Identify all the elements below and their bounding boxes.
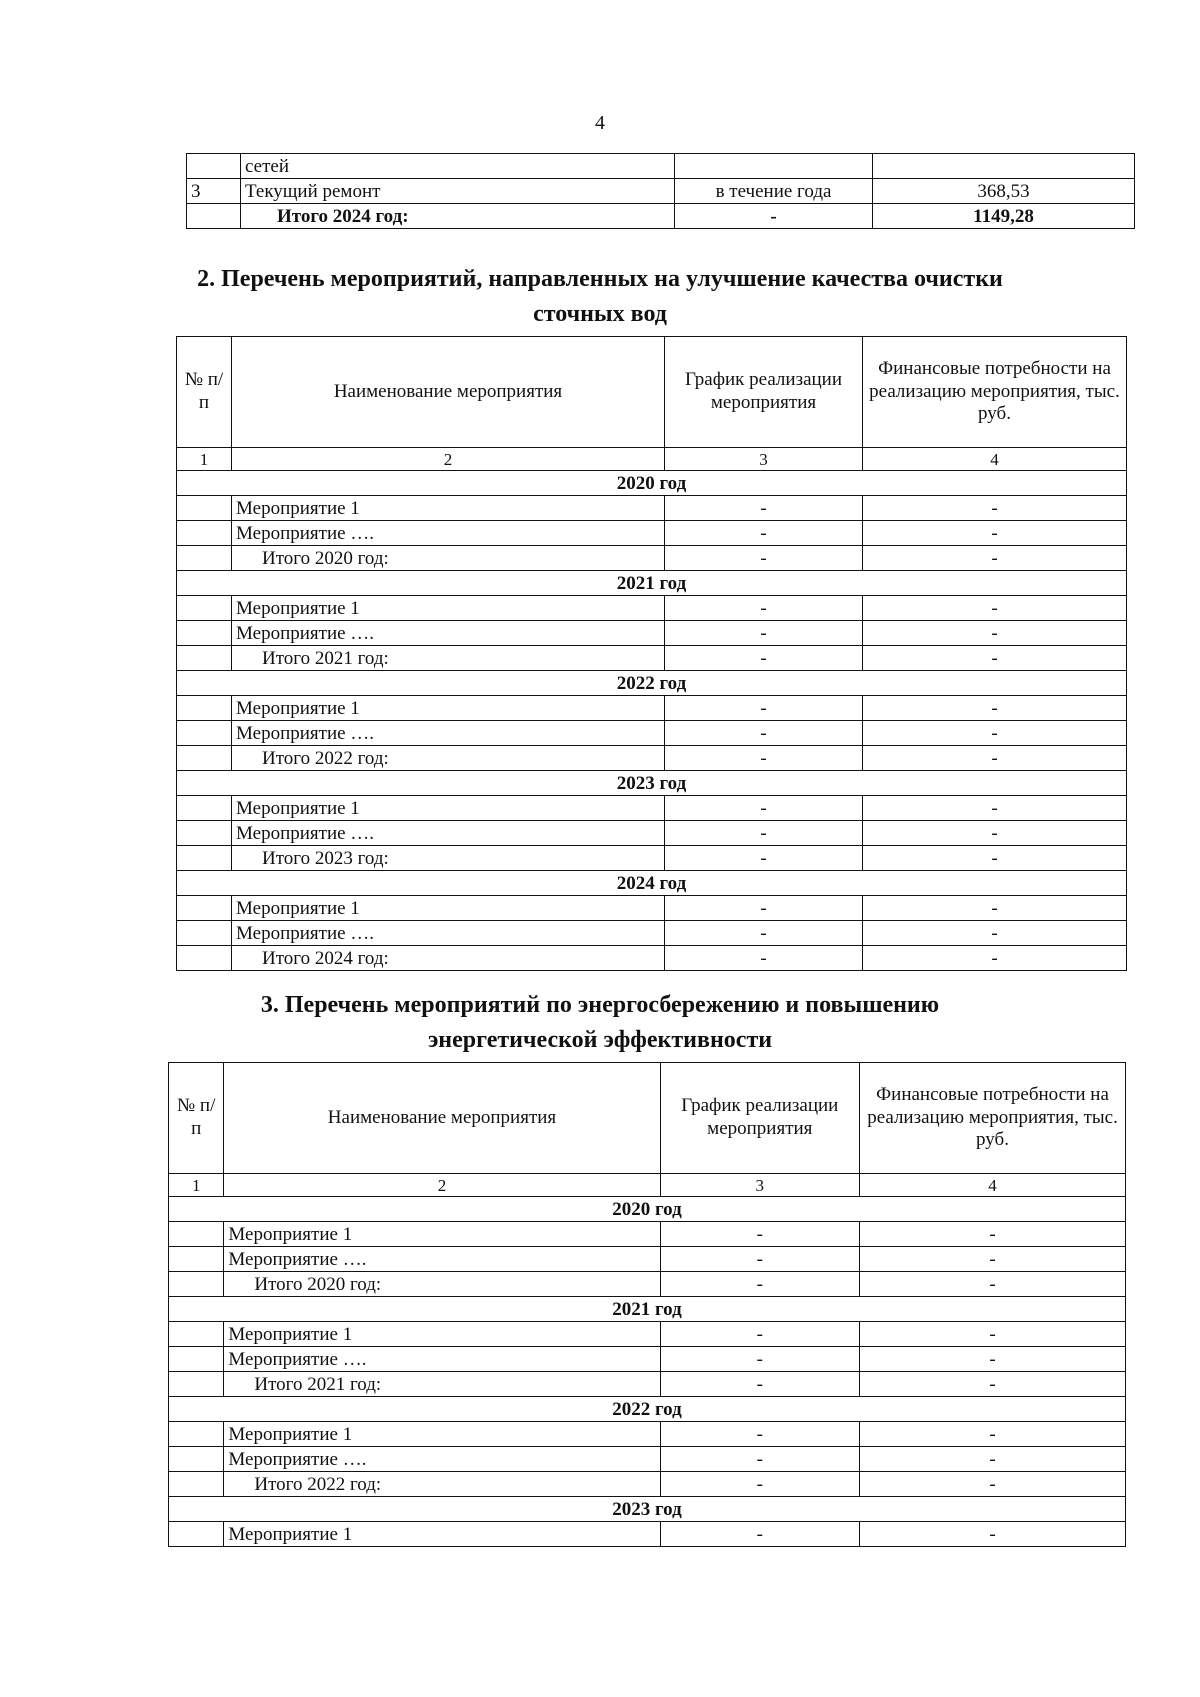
- table-row: [187, 179, 1135, 204]
- row-schedule: -: [660, 1447, 859, 1472]
- table-row: [169, 1372, 1126, 1397]
- row-schedule: -: [665, 746, 863, 771]
- table-row: [177, 746, 1127, 771]
- row-cost: -: [860, 1222, 1126, 1247]
- row-num: [187, 154, 241, 179]
- total-label: Итого 2021 год:: [232, 646, 665, 671]
- row-schedule: -: [660, 1422, 859, 1447]
- row-cost: 368,53: [873, 179, 1135, 204]
- row-cost: -: [863, 621, 1127, 646]
- table-row: [169, 1322, 1126, 1347]
- row-num: [169, 1247, 224, 1272]
- row-name: Мероприятие 1: [232, 496, 665, 521]
- row-cost: -: [863, 896, 1127, 921]
- row-num: [177, 621, 232, 646]
- total-label: Итого 2020 год:: [224, 1272, 660, 1297]
- row-num: [169, 1222, 224, 1247]
- row-num: [169, 1422, 224, 1447]
- table-row: [177, 546, 1127, 571]
- total-label: Итого 2024 год:: [232, 946, 665, 971]
- year-label: 2024 год: [177, 871, 1127, 896]
- row-schedule: -: [665, 596, 863, 621]
- row-name: Мероприятие 1: [232, 596, 665, 621]
- row-schedule: -: [665, 621, 863, 646]
- table-row: [169, 1347, 1126, 1372]
- row-cost: -: [863, 646, 1127, 671]
- row-num: [169, 1522, 224, 1547]
- row-name: Мероприятие ….: [232, 521, 665, 546]
- row-cost: -: [863, 521, 1127, 546]
- table-row: [177, 896, 1127, 921]
- row-num: [169, 1472, 224, 1497]
- section2-title-line1: 2. Перечень мероприятий, направленных на улучшение качества очистки: [197, 266, 1003, 292]
- row-cost: -: [863, 921, 1127, 946]
- table-row: [187, 154, 1135, 179]
- table-row: [177, 621, 1127, 646]
- row-num: [177, 521, 232, 546]
- row-name: Мероприятие ….: [232, 821, 665, 846]
- table-row: [169, 1422, 1126, 1447]
- year-label: 2020 год: [169, 1197, 1126, 1222]
- row-schedule: -: [665, 721, 863, 746]
- row-schedule: -: [660, 1522, 859, 1547]
- row-schedule: -: [665, 921, 863, 946]
- table-row: [169, 1272, 1126, 1297]
- row-num: [169, 1347, 224, 1372]
- row-name: Мероприятие ….: [224, 1347, 660, 1372]
- row-name: Мероприятие 1: [224, 1222, 660, 1247]
- table-row: [177, 496, 1127, 521]
- header-row: [177, 337, 1127, 448]
- total-schedule: -: [675, 204, 873, 229]
- row-cost: -: [863, 721, 1127, 746]
- section2-title-line2: сточных вод: [533, 301, 667, 327]
- row-cost: -: [860, 1247, 1126, 1272]
- row-schedule: -: [660, 1247, 859, 1272]
- section2-title: [0, 262, 1200, 332]
- table-row: [177, 596, 1127, 621]
- row-schedule: -: [665, 796, 863, 821]
- row-schedule: -: [660, 1272, 859, 1297]
- row-num: [187, 204, 241, 229]
- column-number: 4: [860, 1174, 1126, 1197]
- year-row: [177, 571, 1127, 596]
- row-schedule: -: [665, 946, 863, 971]
- total-label: Итого 2024 год:: [241, 204, 675, 229]
- row-num: [169, 1447, 224, 1472]
- row-cost: -: [863, 821, 1127, 846]
- row-schedule: -: [660, 1347, 859, 1372]
- row-schedule: -: [660, 1372, 859, 1397]
- header-cost: Финансовые потребности на реализацию мероприятия, тыс. руб.: [860, 1063, 1126, 1174]
- header-num: № п/п: [177, 337, 232, 448]
- row-schedule: -: [665, 821, 863, 846]
- row-num: [169, 1322, 224, 1347]
- table-row: [177, 946, 1127, 971]
- year-label: 2021 год: [169, 1297, 1126, 1322]
- header-name: Наименование мероприятия: [224, 1063, 660, 1174]
- year-row: [177, 671, 1127, 696]
- row-num: [177, 496, 232, 521]
- row-name: Мероприятие 1: [232, 796, 665, 821]
- row-name: Мероприятие ….: [224, 1247, 660, 1272]
- row-name: Мероприятие ….: [232, 921, 665, 946]
- row-name: Мероприятие 1: [224, 1322, 660, 1347]
- total-cost: 1149,28: [873, 204, 1135, 229]
- row-cost: -: [863, 546, 1127, 571]
- column-number: 2: [232, 448, 665, 471]
- total-label: Итого 2020 год:: [232, 546, 665, 571]
- row-name: сетей: [241, 154, 675, 179]
- row-cost: -: [860, 1372, 1126, 1397]
- row-name: Текущий ремонт: [241, 179, 675, 204]
- row-num: [169, 1372, 224, 1397]
- table-row: [169, 1472, 1126, 1497]
- row-name: Мероприятие 1: [224, 1422, 660, 1447]
- total-label: Итого 2021 год:: [224, 1372, 660, 1397]
- page-number: 4: [595, 112, 605, 134]
- header-name: Наименование мероприятия: [232, 337, 665, 448]
- row-num: [177, 546, 232, 571]
- column-number: 1: [177, 448, 232, 471]
- row-cost: -: [863, 796, 1127, 821]
- row-cost: -: [863, 596, 1127, 621]
- row-schedule: -: [665, 896, 863, 921]
- total-row: [187, 204, 1135, 229]
- row-cost: -: [860, 1422, 1126, 1447]
- year-row: [169, 1397, 1126, 1422]
- year-label: 2023 год: [169, 1497, 1126, 1522]
- column-number: 3: [665, 448, 863, 471]
- row-num: [177, 921, 232, 946]
- year-row: [169, 1197, 1126, 1222]
- table-row: [177, 846, 1127, 871]
- header-row: [169, 1063, 1126, 1174]
- table-row: [169, 1222, 1126, 1247]
- total-label: Итого 2022 год:: [224, 1472, 660, 1497]
- row-num: [177, 846, 232, 871]
- section3-title-line2: энергетической эффективности: [427, 1027, 773, 1053]
- row-cost: -: [860, 1272, 1126, 1297]
- row-schedule: -: [665, 696, 863, 721]
- row-schedule: -: [665, 646, 863, 671]
- row-cost: -: [863, 946, 1127, 971]
- row-schedule: [675, 154, 873, 179]
- table-row: [177, 646, 1127, 671]
- section3-table: [168, 1062, 1126, 1547]
- row-cost: -: [860, 1347, 1126, 1372]
- row-cost: -: [860, 1522, 1126, 1547]
- year-label: 2020 год: [177, 471, 1127, 496]
- year-row: [169, 1297, 1126, 1322]
- year-label: 2023 год: [177, 771, 1127, 796]
- row-cost: -: [860, 1322, 1126, 1347]
- row-name: Мероприятие 1: [232, 696, 665, 721]
- row-schedule: в течение года: [675, 179, 873, 204]
- year-row: [177, 871, 1127, 896]
- table-row: [169, 1447, 1126, 1472]
- table-row: [177, 721, 1127, 746]
- row-num: [177, 896, 232, 921]
- section3-title-line1: 3. Перечень мероприятий по энергосбережению и повышению: [260, 992, 940, 1018]
- row-name: Мероприятие ….: [224, 1447, 660, 1472]
- row-num: [177, 746, 232, 771]
- column-number: 2: [224, 1174, 660, 1197]
- section3-title: [0, 988, 1200, 1058]
- row-num: [177, 696, 232, 721]
- row-num: [177, 721, 232, 746]
- row-num: [169, 1272, 224, 1297]
- row-schedule: -: [665, 521, 863, 546]
- row-schedule: -: [665, 846, 863, 871]
- row-schedule: -: [660, 1222, 859, 1247]
- year-row: [177, 771, 1127, 796]
- row-num: [177, 596, 232, 621]
- top-table: [186, 153, 1135, 229]
- row-name: Мероприятие ….: [232, 721, 665, 746]
- row-num: [177, 796, 232, 821]
- row-cost: -: [863, 696, 1127, 721]
- column-number-row: [169, 1174, 1126, 1197]
- table-row: [169, 1522, 1126, 1547]
- total-label: Итого 2023 год:: [232, 846, 665, 871]
- table-row: [177, 796, 1127, 821]
- section2-table: [176, 336, 1127, 971]
- row-schedule: -: [665, 496, 863, 521]
- total-label: Итого 2022 год:: [232, 746, 665, 771]
- table-row: [177, 921, 1127, 946]
- table-row: [177, 696, 1127, 721]
- row-schedule: -: [660, 1322, 859, 1347]
- row-schedule: -: [660, 1472, 859, 1497]
- header-cost: Финансовые потребности на реализацию мероприятия, тыс. руб.: [863, 337, 1127, 448]
- year-row: [177, 471, 1127, 496]
- header-schedule: График реализации мероприятия: [665, 337, 863, 448]
- row-schedule: -: [665, 546, 863, 571]
- header-schedule: График реализации мероприятия: [660, 1063, 859, 1174]
- year-label: 2021 год: [177, 571, 1127, 596]
- row-num: [177, 946, 232, 971]
- column-number-row: [177, 448, 1127, 471]
- row-cost: -: [863, 846, 1127, 871]
- row-cost: -: [860, 1472, 1126, 1497]
- column-number: 3: [660, 1174, 859, 1197]
- header-num: № п/п: [169, 1063, 224, 1174]
- row-num: [177, 646, 232, 671]
- row-num: 3: [187, 179, 241, 204]
- table-row: [177, 521, 1127, 546]
- row-name: Мероприятие 1: [232, 896, 665, 921]
- column-number: 4: [863, 448, 1127, 471]
- year-label: 2022 год: [177, 671, 1127, 696]
- row-num: [177, 821, 232, 846]
- row-name: Мероприятие 1: [224, 1522, 660, 1547]
- column-number: 1: [169, 1174, 224, 1197]
- table-row: [177, 821, 1127, 846]
- row-cost: [873, 154, 1135, 179]
- year-row: [169, 1497, 1126, 1522]
- row-name: Мероприятие ….: [232, 621, 665, 646]
- row-cost: -: [860, 1447, 1126, 1472]
- year-label: 2022 год: [169, 1397, 1126, 1422]
- row-cost: -: [863, 496, 1127, 521]
- row-cost: -: [863, 746, 1127, 771]
- table-row: [169, 1247, 1126, 1272]
